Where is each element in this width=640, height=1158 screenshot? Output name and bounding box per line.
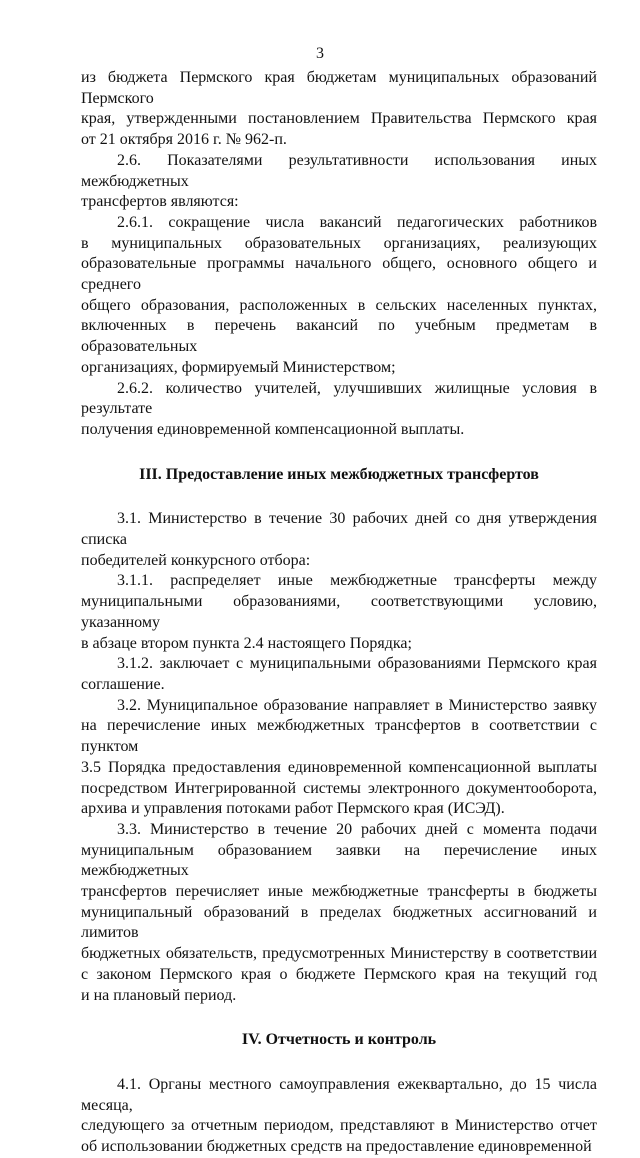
text-line: 3.3. Министерство в течение 20 рабочих дней с момента подачи [117, 820, 597, 838]
text-line: 2.6.2. количество учителей, улучшивших жилищные условия в результате [81, 379, 597, 418]
text-line: края, утвержденными постановлением Правительства Пермского края [81, 110, 597, 128]
page-number: 3 [316, 45, 324, 62]
text-line: 2.6.1. сокращение числа вакансий педагогических работников [117, 213, 597, 231]
section-gap [81, 1006, 597, 1030]
text-line: муниципальными образованиями, соответствующими условию, указанному [81, 593, 597, 631]
section-heading: IV. Отчетность и контроль [241, 1031, 437, 1049]
text-line: 2.6. Показателями результативности использования иных межбюджетных [81, 151, 597, 190]
section-gap [81, 441, 597, 465]
text-line: соглашение. [81, 675, 165, 693]
paragraph [81, 1075, 597, 1158]
text-line: общего образования, расположенных в сельских населенных пунктах, [81, 296, 597, 314]
text-line: из бюджета Пермского края бюджетам муниципальных образований Пермского [81, 69, 597, 107]
text-line: в абзаце втором пункта 2.4 настоящего Порядка; [81, 634, 412, 652]
text-line: и на плановый период. [81, 986, 237, 1004]
paragraph [81, 696, 597, 820]
text-line: с законом Пермского края о бюджете Пермского края на текущий год [81, 965, 597, 983]
text-line: 4.1. Органы местного самоуправления ежеквартально, до 15 числа месяца, [81, 1075, 597, 1114]
text-line: муниципальным образованием заявки на перечисление иных межбюджетных [81, 841, 597, 880]
paragraph [81, 820, 597, 1006]
section-heading: III. Предоставление иных межбюджетных трансфертов [139, 465, 539, 483]
text-line: организациях, формируемый Министерством; [81, 358, 396, 376]
text-line: архива и управления потоками работ Пермского края (ИСЭД). [81, 800, 505, 818]
paragraph [81, 571, 597, 654]
text-line: 3.5 Порядка предоставления единовременной компенсационной выплаты [81, 758, 597, 776]
text-line: об использовании бюджетных средств на предоставление единовременной [81, 1138, 592, 1156]
text-line: трансфертов являются: [81, 193, 239, 211]
text-line: образовательные программы начального общего, основного общего и среднего [81, 255, 597, 294]
section-gap [81, 1051, 597, 1075]
text-line: 3.2. Муниципальное образование направляет в Министерство заявку [117, 696, 597, 714]
section-gap [81, 485, 597, 509]
text-line: включенных в перечень вакансий по учебным предметам в образовательных [81, 317, 597, 356]
text-line: в муниципальных образовательных организациях, реализующих [81, 234, 597, 252]
text-line: муниципальный образований в пределах бюджетных ассигнований и лимитов [81, 903, 597, 942]
text-line: 3.1.1. распределяет иные межбюджетные трансферты между [117, 572, 597, 590]
text-line: 3.1. Министерство в течение 30 рабочих дней со дня утверждения списка [81, 510, 597, 549]
paragraph [81, 509, 597, 571]
text-line: 3.1.2. заключает с муниципальными образованиями Пермского края [117, 655, 597, 673]
text-line: на перечисление иных межбюджетных трансфертов в соответствии с пунктом [81, 717, 597, 756]
paragraph [81, 213, 597, 379]
text-line: получения единовременной компенсационной выплаты. [81, 420, 465, 438]
text-line: победителей конкурсного отбора: [81, 551, 311, 569]
document-body [81, 68, 597, 1158]
paragraph [81, 654, 597, 695]
text-line: следующего за отчетным периодом, представляют в Министерство отчет [81, 1117, 597, 1135]
paragraph [81, 68, 597, 151]
text-line: от 21 октября 2016 г. № 962-п. [81, 131, 287, 149]
text-line: посредством Интегрированной системы электронного документооборота, [81, 779, 597, 797]
text-line: трансфертов перечисляет иные межбюджетные трансферты в бюджеты [81, 883, 597, 901]
paragraph [81, 379, 597, 441]
paragraph [81, 151, 597, 213]
text-line: бюджетных обязательств, предусмотренных Министерству в соответствии [81, 945, 597, 963]
